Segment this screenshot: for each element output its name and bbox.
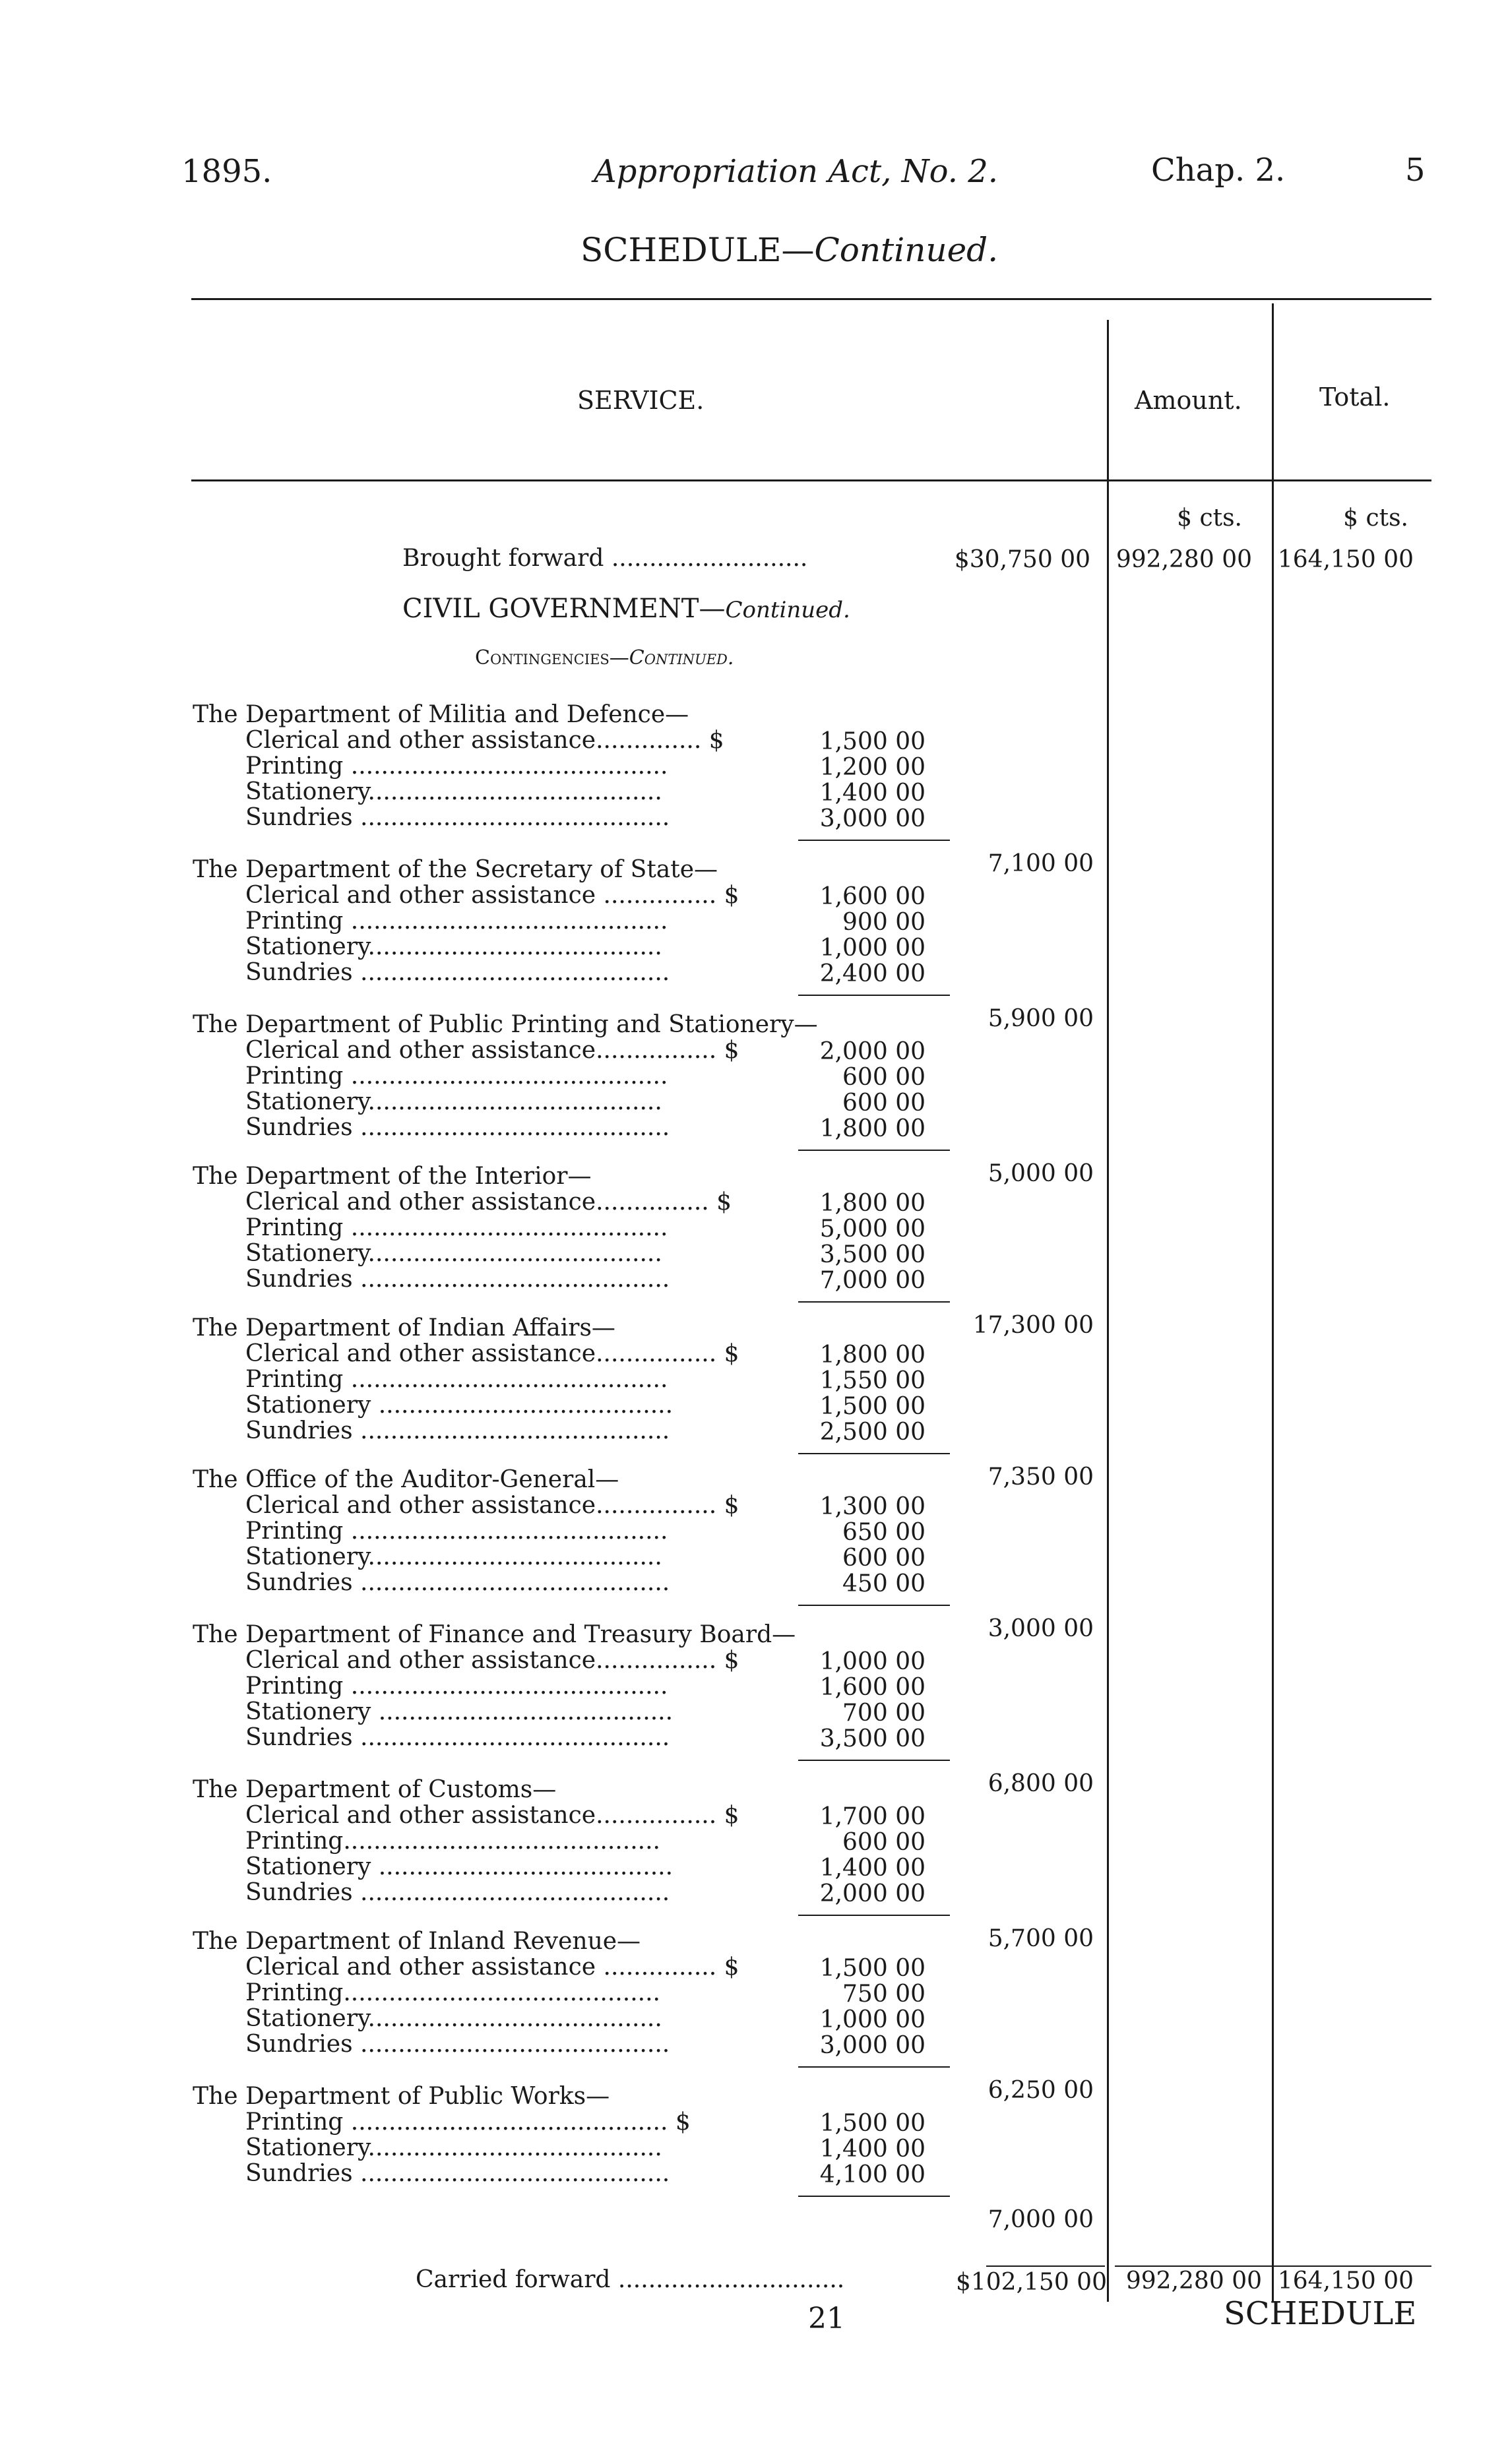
- line-item-label: Clerical and other assistance............... $: [245, 1188, 732, 1216]
- line-item-value: 1,400 00: [819, 2136, 926, 2163]
- line-item-value: 5,000 00: [819, 1216, 926, 1243]
- line-item-value: 1,800 00: [819, 1115, 926, 1142]
- line-item-value: 3,500 00: [819, 1241, 926, 1268]
- line-item-label: Sundries .........................................: [245, 1724, 670, 1751]
- line-item-label: Clerical and other assistance................ $: [245, 1802, 739, 1829]
- line-item-value: 4,100 00: [819, 2161, 926, 2188]
- department-subtotal: 7,100 00: [988, 850, 1094, 877]
- line-item-label: Clerical and other assistance ............... $: [245, 1954, 739, 1981]
- line-item-label: Clerical and other assistance................ $: [245, 1647, 739, 1674]
- heading-rule: [191, 479, 1431, 481]
- department-subtotal: 5,700 00: [988, 1925, 1094, 1952]
- brought-forward-total: 164,150 00: [1277, 546, 1414, 573]
- year: 1895.: [181, 153, 272, 190]
- line-item-value: 600 00: [842, 1545, 926, 1572]
- line-item-label: Printing ..........................................: [245, 1366, 668, 1393]
- brought-forward-amount: 992,280 00: [1115, 546, 1252, 573]
- line-item-label: Sundries .........................................: [245, 804, 670, 831]
- department-name: The Department of Public Printing and Stationery—: [193, 1011, 818, 1038]
- line-item-value: 3,000 00: [819, 2032, 926, 2059]
- line-item-value: 900 00: [842, 909, 926, 936]
- line-item-value: 7,000 00: [819, 1267, 926, 1294]
- line-item-value: 1,000 00: [819, 1648, 926, 1675]
- line-item-label: Sundries .........................................: [245, 1417, 670, 1444]
- line-item-label: Stationery.......................................: [245, 778, 662, 805]
- line-item-label: Stationery.......................................: [245, 2134, 662, 2161]
- department-name: The Department of Indian Affairs—: [193, 1314, 615, 1341]
- carried-total-rule: [1115, 2265, 1431, 2267]
- line-item-value: 600 00: [842, 1829, 926, 1856]
- line-item-value: 700 00: [842, 1700, 926, 1727]
- department-name: The Department of Customs—: [193, 1776, 557, 1803]
- department-name: The Department of the Secretary of State—: [193, 856, 718, 883]
- line-item-value: 1,500 00: [819, 2110, 926, 2137]
- line-item-label: Printing..........................................: [245, 1828, 660, 1855]
- carried-forward-subtotal: $102,150 00: [955, 2269, 1107, 2296]
- line-item-label: Stationery.......................................: [245, 1543, 662, 1570]
- schedule-title: SCHEDULE—Continued.: [580, 231, 999, 269]
- total-column-rule: [1272, 303, 1274, 2302]
- line-item-label: Stationery.......................................: [245, 1240, 662, 1267]
- line-item-label: Stationery.......................................: [245, 933, 662, 960]
- department-subtotal: 7,350 00: [988, 1463, 1094, 1491]
- catchword: SCHEDULE: [1224, 2295, 1417, 2332]
- subtotal-rule: [798, 2066, 950, 2068]
- line-item-value: 3,000 00: [819, 805, 926, 832]
- line-item-label: Printing ..........................................: [245, 1063, 668, 1090]
- signature-mark: 21: [808, 2302, 845, 2335]
- line-item-value: 650 00: [842, 1519, 926, 1546]
- line-item-label: Clerical and other assistance................ $: [245, 1340, 739, 1367]
- line-item-label: Sundries .........................................: [245, 2031, 670, 2058]
- line-item-value: 1,550 00: [819, 1367, 926, 1394]
- department-subtotal: 7,000 00: [988, 2206, 1094, 2233]
- department-subtotal: 17,300 00: [972, 1312, 1094, 1339]
- line-item-label: Stationery .......................................: [245, 1853, 674, 1880]
- subtotal-rule: [798, 1453, 950, 1454]
- service-heading: SERVICE.: [577, 386, 705, 415]
- line-item-value: 600 00: [842, 1064, 926, 1091]
- line-item-label: Clerical and other assistance................ $: [245, 1037, 739, 1064]
- department-subtotal: 6,800 00: [988, 1770, 1094, 1797]
- line-item-label: Printing ..........................................: [245, 1673, 668, 1700]
- line-item-label: Printing ..........................................: [245, 1518, 668, 1545]
- subtotal-rule: [798, 1605, 950, 1606]
- line-item-label: Sundries .........................................: [245, 1569, 670, 1596]
- amount-heading: Amount.: [1135, 386, 1242, 415]
- subtotal-rule: [798, 840, 950, 841]
- carried-forward-total: 164,150 00: [1277, 2267, 1414, 2295]
- line-item-value: 1,500 00: [819, 1393, 926, 1420]
- act-title: Appropriation Act, No. 2.: [594, 153, 999, 190]
- line-item-value: 1,600 00: [819, 883, 926, 910]
- amount-currency-head: $ cts.: [1177, 505, 1242, 532]
- page-number: 5: [1405, 152, 1426, 189]
- carried-forward-amount: 992,280 00: [1125, 2267, 1262, 2295]
- subtotal-rule: [798, 1150, 950, 1151]
- department-name: The Department of Militia and Defence—: [193, 701, 689, 728]
- department-subtotal: 5,000 00: [988, 1160, 1094, 1187]
- line-item-value: 600 00: [842, 1090, 926, 1117]
- brought-forward-label: Brought forward ..........................: [402, 545, 808, 572]
- subtotal-rule: [798, 2196, 950, 2197]
- line-item-label: Printing..........................................: [245, 1979, 660, 2006]
- department-name: The Department of Inland Revenue—: [193, 1928, 641, 1955]
- line-item-value: 1,000 00: [819, 935, 926, 962]
- chapter: Chap. 2.: [1151, 152, 1286, 189]
- line-item-value: 1,400 00: [819, 780, 926, 807]
- line-item-label: Stationery.......................................: [245, 1088, 662, 1115]
- line-item-label: Stationery.......................................: [245, 2005, 662, 2032]
- total-heading: Total.: [1319, 383, 1391, 412]
- department-subtotal: 5,900 00: [988, 1005, 1094, 1032]
- line-item-label: Printing ..........................................: [245, 908, 668, 935]
- line-item-value: 1,400 00: [819, 1855, 926, 1882]
- line-item-value: 1,700 00: [819, 1803, 926, 1830]
- line-item-label: Sundries .........................................: [245, 1879, 670, 1906]
- amount-column-rule: [1107, 320, 1109, 2302]
- section-heading: CIVIL GOVERNMENT—Continued.: [402, 594, 850, 624]
- line-item-label: Stationery .......................................: [245, 1698, 674, 1725]
- line-item-label: Clerical and other assistance................ $: [245, 1492, 739, 1519]
- line-item-value: 2,000 00: [819, 1880, 926, 1907]
- line-item-label: Printing ..........................................: [245, 753, 668, 780]
- subtotal-rule: [798, 1301, 950, 1303]
- line-item-label: Clerical and other assistance ............... $: [245, 882, 739, 909]
- department-subtotal: 3,000 00: [988, 1615, 1094, 1642]
- line-item-label: Sundries .........................................: [245, 1266, 670, 1293]
- line-item-value: 3,500 00: [819, 1725, 926, 1752]
- line-item-label: Sundries .........................................: [245, 959, 670, 986]
- line-item-value: 750 00: [842, 1981, 926, 2008]
- line-item-value: 1,800 00: [819, 1341, 926, 1369]
- line-item-value: 1,300 00: [819, 1493, 926, 1520]
- line-item-label: Clerical and other assistance.............. $: [245, 727, 724, 754]
- department-name: The Office of the Auditor-General—: [193, 1466, 619, 1493]
- department-name: The Department of Public Works—: [193, 2083, 610, 2110]
- line-item-value: 2,000 00: [819, 1038, 926, 1065]
- line-item-value: 2,500 00: [819, 1419, 926, 1446]
- carried-forward-label: Carried forward ..............................: [416, 2266, 845, 2293]
- line-item-value: 1,500 00: [819, 728, 926, 755]
- line-item-label: Printing .......................................... $: [245, 2109, 691, 2136]
- line-item-value: 1,800 00: [819, 1190, 926, 1217]
- line-item-value: 450 00: [842, 1570, 926, 1597]
- department-subtotal: 6,250 00: [988, 2077, 1094, 2104]
- subtotal-rule: [798, 1915, 950, 1916]
- department-name: The Department of the Interior—: [193, 1163, 592, 1190]
- line-item-value: 1,200 00: [819, 754, 926, 781]
- line-item-label: Stationery .......................................: [245, 1392, 674, 1419]
- subtotal-rule: [798, 1760, 950, 1761]
- line-item-label: Printing ..........................................: [245, 1214, 668, 1241]
- line-item-label: Sundries .........................................: [245, 2160, 670, 2187]
- final-subtotal-rule: [986, 2265, 1105, 2267]
- line-item-label: Sundries .........................................: [245, 1114, 670, 1141]
- department-name: The Department of Finance and Treasury Board—: [193, 1621, 796, 1648]
- line-item-value: 2,400 00: [819, 960, 926, 987]
- line-item-value: 1,500 00: [819, 1955, 926, 1982]
- brought-forward-subtotal: $30,750 00: [954, 546, 1090, 573]
- top-rule: [191, 298, 1431, 300]
- sub-heading: Contingencies—Continued.: [475, 646, 734, 669]
- line-item-value: 1,600 00: [819, 1674, 926, 1701]
- subtotal-rule: [798, 995, 950, 996]
- line-item-value: 1,000 00: [819, 2006, 926, 2033]
- total-currency-head: $ cts.: [1343, 505, 1408, 532]
